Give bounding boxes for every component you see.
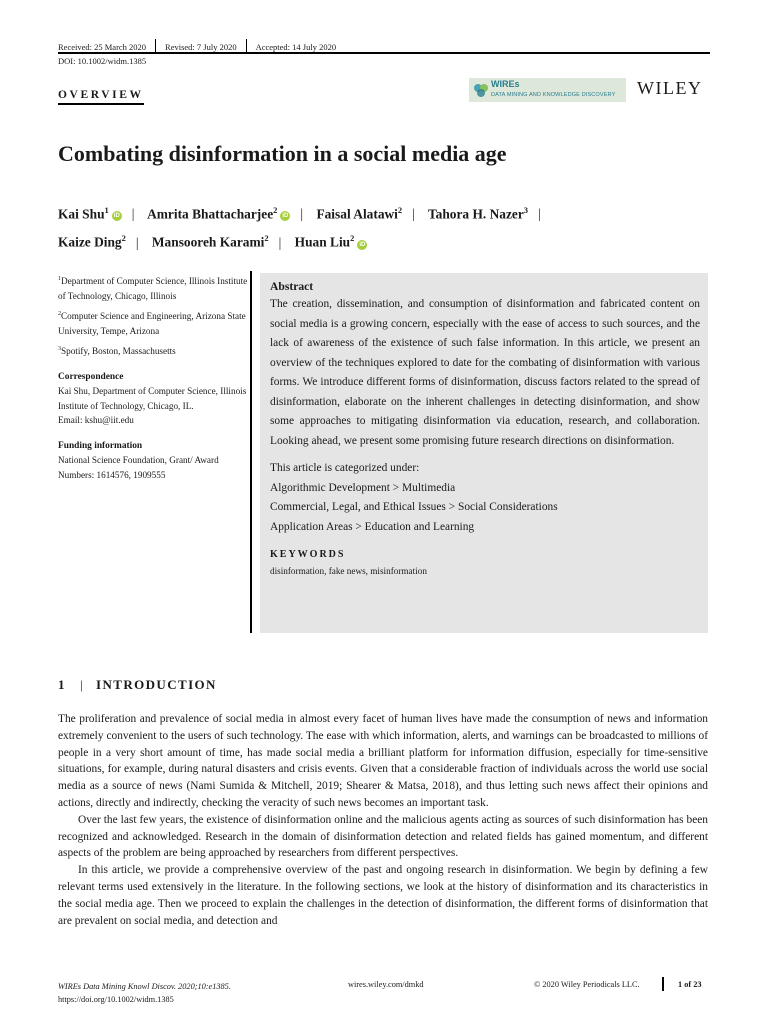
citation: WIREs Data Mining Knowl Discov. 2020;10:e1385. [58, 982, 231, 991]
section-heading [58, 677, 217, 693]
categories [270, 459, 700, 537]
author-list [58, 198, 718, 255]
author-separator: | [538, 206, 541, 222]
author-separator: | [131, 206, 135, 222]
received-date: Received: 25 March 2020 [58, 41, 147, 52]
section-label: OVERVIEW [58, 89, 144, 105]
paragraph: In this article, we provide a comprehensive overview of the past and ongoing research in disinformation. We begin by defining a few relevant terms used extensively in the literature. In the following sections, we look at the history of disinformation and its characteristics in the social media age. Then we proceed to explain the challenges in the detection of disinformation, the different forms of disinformation that are prevalent on social media, and detection and [58, 864, 708, 927]
footer-citation [58, 980, 231, 1006]
correspondence-heading: Correspondence [58, 371, 124, 382]
copyright: © 2020 Wiley Periodicals LLC. [534, 980, 640, 989]
author-separator: | [278, 234, 282, 250]
abstract-text: The creation, dissemination, and consumption of disinformation and fabricated content on social media is a growing concern, especially with the ease of access to such sources, and the lack of awareness of the existence of such false information. In this article, we present an overview of the techniques explored to date for the combating of disinformation with various forms. We introduce different forms of disinformation, discuss factors related to the spread of disinformation, elaborate on the inherent challenges in detecting disinformation, and show some approaches to mitigating disinformation via education, research, and collaboration. Looking ahead, we present some promising future research directions on disinformation. [270, 298, 700, 447]
author-separator: | [300, 206, 304, 222]
header-rule [58, 52, 710, 54]
affiliation: $^2$Computer Science and Engineering, Arizona State University, Tempe, Arizona [58, 311, 246, 336]
author-separator: | [135, 234, 139, 250]
categorized-intro: This article is categorized under: [270, 462, 420, 474]
author-separator: | [412, 206, 415, 222]
publisher-logo: WILEY [637, 78, 703, 98]
article-title: Combating disinformation in a social media age [58, 141, 507, 166]
author-affiliation: 2 [273, 205, 278, 215]
author-affiliation: 2 [121, 233, 126, 244]
funding [58, 439, 248, 483]
page-number: 1 of 23 [678, 980, 702, 989]
section-separator: | [80, 677, 85, 692]
category-item[interactable]: Algorithmic Development > Multimedia [270, 481, 456, 494]
category-item[interactable]: Commercial, Legal, and Ethical Issues > Social Considerations [270, 501, 558, 513]
author-name[interactable]: Kai Shu [58, 206, 105, 222]
wires-logo-icon [473, 82, 489, 98]
footer-divider [662, 977, 664, 991]
orcid-icon[interactable]: iD [359, 241, 366, 248]
journal-logo-title: WIREs [491, 79, 520, 89]
author-name[interactable]: Tahora H. Nazer [427, 206, 524, 222]
author-affiliation: 2 [350, 233, 355, 244]
author-line [58, 226, 718, 254]
keywords-heading: KEYWORDS [270, 549, 346, 560]
author-affiliation: 2 [397, 205, 403, 215]
section-number: 1 [58, 677, 66, 692]
journal-site-link[interactable]: wires.wiley.com/dmkd [348, 980, 424, 989]
abstract [270, 278, 700, 579]
correspondence [58, 370, 248, 428]
funding-heading: Funding information [58, 440, 143, 451]
orcid-icon[interactable]: iD [113, 213, 120, 220]
author-name[interactable]: Huan Liu [294, 234, 351, 250]
affiliation: $^3$Spotify, Boston, Massachusetts [58, 346, 176, 357]
correspondence-address: Kai Shu, Department of Computer Science, Illinois Institute of Technology, Chicago, IL. [58, 386, 247, 411]
author-affiliation: 3 [523, 205, 529, 215]
affiliations [58, 272, 248, 359]
author-affiliation: 2 [264, 233, 269, 244]
doi-link[interactable]: https://doi.org/10.1002/widm.1385 [58, 995, 174, 1004]
author-name[interactable]: Amrita Bhattacharjee [147, 206, 274, 222]
category-item[interactable]: Application Areas > Education and Learning [270, 520, 475, 533]
column-divider [250, 271, 252, 633]
revised-date: Revised: 7 July 2020 [165, 41, 237, 52]
accepted-date: Accepted: 14 July 2020 [255, 41, 337, 52]
orcid-icon[interactable]: iD [282, 213, 289, 220]
front-matter-sidebar [58, 272, 248, 493]
author-line [58, 198, 718, 226]
section-title: INTRODUCTION [96, 677, 217, 692]
author-name[interactable]: Mansooreh Karami [151, 234, 265, 250]
correspondence-email[interactable]: Email: kshu@iit.edu [58, 415, 134, 426]
journal-logo-subtitle: DATA MINING AND KNOWLEDGE DISCOVERY [491, 92, 616, 98]
paragraph: Over the last few years, the existence of disinformation online and the malicious agents acting as sources of such disinformation has been recognized and acknowledged. Research in the domain of disinformation detection and related fields has gained momentum, and different aspects of the problem are being approached by researchers from different perspectives. [58, 813, 708, 860]
paragraph: The proliferation and prevalence of social media in almost every facet of human lives have made the consumption of news and information extremely convenient to the users of such technology. The ease with which information, alerts, and warnings can be broadcasted to millions of people in a very short amount of time, has made social media a brilliant platform for information diffusion, especially for time-sensitive situations, for example, during natural disasters and crisis events. Given that a considerable fraction of individuals across the world use social media as a source of news (Nami Sumida & Mitchell, 2019; Shearer & Matsa, 2018), and thus letting such news affect their opinions and actions, directly and indirectly, checking the veracity of such news becomes an important task. [58, 713, 708, 809]
keywords: disinformation, fake news, misinformation [270, 566, 427, 576]
abstract-heading: Abstract [270, 280, 314, 293]
affiliation: $^1$Department of Computer Science, Illinois Institute of Technology, Chicago, Illinois [58, 276, 248, 301]
funding-text: National Science Foundation, Grant/ Award Numbers: 1614576, 1909555 [58, 455, 219, 480]
body-text [58, 711, 708, 929]
doi: DOI: 10.1002/widm.1385 [58, 56, 147, 66]
author-name[interactable]: Faisal Alatawi [316, 206, 398, 222]
author-affiliation: 1 [104, 205, 109, 215]
author-name[interactable]: Kaize Ding [58, 234, 122, 250]
